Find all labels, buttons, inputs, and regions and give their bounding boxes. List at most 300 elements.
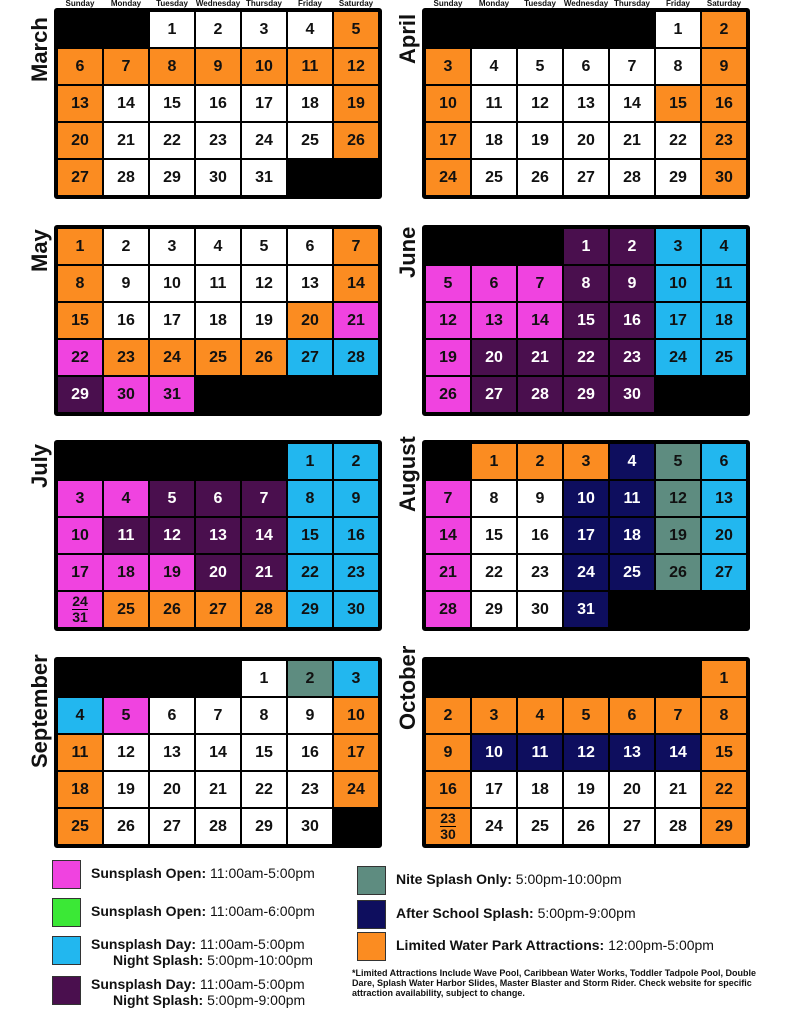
day-cell: 24 [241, 122, 287, 159]
day-cell: 21 [655, 771, 701, 808]
day-cell: 11 [609, 480, 655, 517]
day-cell: 27 [609, 808, 655, 845]
day-cell: 20 [471, 339, 517, 376]
day-cell: 3 [241, 11, 287, 48]
day-cell: 31 [563, 591, 609, 628]
day-cell: 16 [195, 85, 241, 122]
day-cell: 19 [333, 85, 379, 122]
day-cell: 29 [287, 591, 333, 628]
day-cell: 20 [57, 122, 103, 159]
day-names-march [57, 0, 379, 8]
day-cell: 2 [701, 11, 747, 48]
day-cell: 7 [425, 480, 471, 517]
day-cell: 6 [195, 480, 241, 517]
day-cell: 30 [701, 159, 747, 196]
day-cell: 15 [149, 85, 195, 122]
legend-label: Sunsplash Day: 11:00am-5:00pm Night Splash: 5:00pm-10:00pm [91, 936, 313, 968]
day-cell: 8 [701, 697, 747, 734]
legend-label: After School Splash: 5:00pm-9:00pm [396, 905, 636, 921]
day-cell: 24 [471, 808, 517, 845]
legend-swatch [52, 860, 81, 889]
legend-swatch [357, 900, 386, 929]
day-names-april [425, 0, 747, 8]
day-cell: 29 [241, 808, 287, 845]
day-cell: 25 [287, 122, 333, 159]
empty-cell [563, 660, 609, 697]
day-number: 23 [440, 810, 456, 826]
day-cell: 21 [195, 771, 241, 808]
day-cell: 7 [655, 697, 701, 734]
day-cell: 12 [149, 517, 195, 554]
day-cell: 14 [517, 302, 563, 339]
day-cell: 4 [57, 697, 103, 734]
empty-cell [609, 660, 655, 697]
day-cell: 12 [563, 734, 609, 771]
day-cell: 17 [333, 734, 379, 771]
day-cell: 11 [103, 517, 149, 554]
day-cell: 6 [149, 697, 195, 734]
calendar-grid-april [422, 8, 750, 199]
day-cell: 10 [333, 697, 379, 734]
legend-item [52, 860, 315, 889]
day-cell: 14 [609, 85, 655, 122]
day-cell: 25 [701, 339, 747, 376]
day-cell: 6 [57, 48, 103, 85]
empty-cell [655, 660, 701, 697]
empty-cell [287, 376, 333, 413]
day-cell: 17 [57, 554, 103, 591]
day-cell: 16 [333, 517, 379, 554]
day-cell: 15 [655, 85, 701, 122]
day-cell: 7 [241, 480, 287, 517]
legend-label: Sunsplash Day: 11:00am-5:00pm Night Splash: 5:00pm-9:00pm [91, 976, 306, 1008]
day-name: Tuesday [524, 0, 556, 8]
day-cell: 27 [195, 591, 241, 628]
day-cell: 14 [103, 85, 149, 122]
day-cell: 2 [333, 443, 379, 480]
day-cell: 19 [655, 517, 701, 554]
empty-cell [563, 11, 609, 48]
day-cell: 1 [57, 228, 103, 265]
day-cell: 6 [609, 697, 655, 734]
day-cell: 14 [425, 517, 471, 554]
day-cell: 26 [425, 376, 471, 413]
legend-label: Limited Water Park Attractions: 12:00pm-5:00pm [396, 937, 714, 953]
day-cell: 27 [701, 554, 747, 591]
day-cell: 7 [609, 48, 655, 85]
day-cell: 9 [609, 265, 655, 302]
day-cell: 15 [471, 517, 517, 554]
day-cell: 22 [241, 771, 287, 808]
day-cell: 13 [701, 480, 747, 517]
legend-item [357, 900, 636, 929]
day-cell: 23 [103, 339, 149, 376]
day-cell: 23 [517, 554, 563, 591]
day-cell: 20 [195, 554, 241, 591]
day-cell: 1 [655, 11, 701, 48]
day-cell: 2 [287, 660, 333, 697]
day-cell: 2 [103, 228, 149, 265]
day-cell: 26 [333, 122, 379, 159]
day-cell: 12 [425, 302, 471, 339]
day-cell: 21 [609, 122, 655, 159]
day-cell: 1 [701, 660, 747, 697]
legend-item [52, 976, 305, 1008]
day-cell: 7 [517, 265, 563, 302]
day-cell: 8 [241, 697, 287, 734]
day-cell: 5 [103, 697, 149, 734]
day-cell: 29 [655, 159, 701, 196]
day-cell: 26 [563, 808, 609, 845]
empty-cell [609, 591, 655, 628]
day-cell: 11 [701, 265, 747, 302]
day-cell: 22 [57, 339, 103, 376]
day-cell: 16 [103, 302, 149, 339]
day-cell: 22 [655, 122, 701, 159]
day-cell: 27 [563, 159, 609, 196]
day-cell: 4 [103, 480, 149, 517]
legend-label: Nite Splash Only: 5:00pm-10:00pm [396, 871, 622, 887]
day-cell: 22 [471, 554, 517, 591]
day-cell: 28 [425, 591, 471, 628]
empty-cell [471, 11, 517, 48]
day-cell: 10 [655, 265, 701, 302]
day-name: Tuesday [156, 0, 188, 8]
day-cell: 16 [425, 771, 471, 808]
day-cell: 28 [241, 591, 287, 628]
empty-cell [57, 11, 103, 48]
empty-cell [333, 159, 379, 196]
day-cell: 5 [241, 228, 287, 265]
empty-cell [241, 443, 287, 480]
day-cell: 25 [609, 554, 655, 591]
day-cell: 9 [425, 734, 471, 771]
day-cell: 29 [149, 159, 195, 196]
empty-cell [701, 376, 747, 413]
day-cell: 30 [609, 376, 655, 413]
legend-item [52, 898, 315, 927]
day-cell: 13 [563, 85, 609, 122]
day-cell: 19 [517, 122, 563, 159]
day-cell: 13 [195, 517, 241, 554]
day-cell: 9 [195, 48, 241, 85]
day-cell: 11 [287, 48, 333, 85]
empty-cell [287, 159, 333, 196]
day-cell: 10 [241, 48, 287, 85]
day-cell: 22 [563, 339, 609, 376]
empty-cell [655, 376, 701, 413]
day-cell: 9 [287, 697, 333, 734]
day-name: Sunday [433, 0, 463, 8]
day-cell: 3 [655, 228, 701, 265]
day-cell [425, 808, 471, 845]
day-cell: 27 [149, 808, 195, 845]
day-cell: 23 [609, 339, 655, 376]
day-cell: 21 [333, 302, 379, 339]
day-cell: 5 [517, 48, 563, 85]
month-name-june: June [395, 226, 420, 278]
legend-item [52, 936, 313, 968]
empty-cell [57, 443, 103, 480]
day-cell: 31 [149, 376, 195, 413]
day-cell: 18 [287, 85, 333, 122]
empty-cell [517, 228, 563, 265]
day-cell: 18 [471, 122, 517, 159]
calendar-grid-march [54, 8, 382, 199]
day-name: Monday [110, 0, 142, 8]
day-cell: 27 [471, 376, 517, 413]
day-name: Wednesday [563, 0, 609, 8]
day-cell: 17 [655, 302, 701, 339]
day-cell: 25 [517, 808, 563, 845]
day-cell: 3 [57, 480, 103, 517]
calendar-grid-september [54, 657, 382, 848]
empty-cell [195, 376, 241, 413]
day-cell: 18 [517, 771, 563, 808]
day-cell: 11 [57, 734, 103, 771]
day-cell: 19 [563, 771, 609, 808]
empty-cell [149, 443, 195, 480]
day-cell: 24 [149, 339, 195, 376]
day-cell: 14 [333, 265, 379, 302]
empty-cell [333, 808, 379, 845]
month-name-august: August [395, 436, 420, 512]
day-cell: 17 [563, 517, 609, 554]
day-cell: 15 [287, 517, 333, 554]
day-cell: 11 [195, 265, 241, 302]
day-cell: 22 [701, 771, 747, 808]
day-cell: 24 [425, 159, 471, 196]
day-cell: 20 [701, 517, 747, 554]
day-cell: 28 [609, 159, 655, 196]
day-cell: 1 [563, 228, 609, 265]
footnote: *Limited Attractions Include Wave Pool, Caribbean Water Works, Toddler Tadpole Pool, Double Dare, Splash Water Harbor Slides, Master Blaster and Storm Rider. Check website for specific attraction availability, subject to change. [352, 968, 757, 998]
day-cell: 23 [333, 554, 379, 591]
empty-cell [517, 11, 563, 48]
day-cell: 3 [471, 697, 517, 734]
day-name: Saturday [338, 0, 374, 8]
day-name: Sunday [65, 0, 95, 8]
legend-label: Sunsplash Open: 11:00am-5:00pm [91, 865, 315, 881]
day-cell: 6 [471, 265, 517, 302]
day-cell: 1 [241, 660, 287, 697]
empty-cell [57, 660, 103, 697]
day-cell: 4 [195, 228, 241, 265]
day-cell: 29 [471, 591, 517, 628]
day-cell: 12 [241, 265, 287, 302]
day-cell: 18 [57, 771, 103, 808]
day-cell: 2 [195, 11, 241, 48]
legend-swatch [52, 898, 81, 927]
empty-cell [103, 660, 149, 697]
day-cell: 3 [333, 660, 379, 697]
day-cell: 3 [149, 228, 195, 265]
day-cell: 20 [609, 771, 655, 808]
day-cell: 19 [103, 771, 149, 808]
day-cell: 7 [103, 48, 149, 85]
day-cell: 8 [563, 265, 609, 302]
legend-swatch [357, 866, 386, 895]
day-cell: 30 [195, 159, 241, 196]
day-cell: 13 [609, 734, 655, 771]
day-cell: 17 [149, 302, 195, 339]
day-cell: 14 [241, 517, 287, 554]
day-cell: 13 [287, 265, 333, 302]
day-cell: 9 [103, 265, 149, 302]
day-cell: 26 [655, 554, 701, 591]
day-cell: 15 [241, 734, 287, 771]
day-cell: 25 [57, 808, 103, 845]
day-cell: 12 [517, 85, 563, 122]
day-cell: 10 [149, 265, 195, 302]
day-cell: 12 [333, 48, 379, 85]
month-name-october: October [395, 645, 420, 730]
day-cell: 13 [471, 302, 517, 339]
day-cell: 19 [241, 302, 287, 339]
day-cell: 20 [563, 122, 609, 159]
empty-cell [701, 591, 747, 628]
day-name: Friday [297, 0, 322, 8]
day-cell: 28 [655, 808, 701, 845]
day-cell: 10 [57, 517, 103, 554]
day-cell: 2 [425, 697, 471, 734]
day-cell: 1 [471, 443, 517, 480]
day-cell: 25 [103, 591, 149, 628]
day-cell: 13 [57, 85, 103, 122]
day-cell: 28 [103, 159, 149, 196]
day-cell: 14 [195, 734, 241, 771]
empty-cell [425, 660, 471, 697]
calendar-grid-october [422, 657, 750, 848]
day-cell: 6 [287, 228, 333, 265]
day-number: 30 [440, 826, 456, 842]
month-name-march: March [27, 17, 52, 82]
day-cell: 3 [425, 48, 471, 85]
day-cell: 18 [701, 302, 747, 339]
day-name: Saturday [706, 0, 742, 8]
day-cell: 19 [425, 339, 471, 376]
day-cell: 19 [149, 554, 195, 591]
day-cell: 30 [287, 808, 333, 845]
month-name-july: July [27, 443, 52, 488]
day-cell: 11 [471, 85, 517, 122]
day-name: Thursday [613, 0, 650, 8]
day-cell: 18 [609, 517, 655, 554]
day-cell: 31 [241, 159, 287, 196]
day-cell: 29 [563, 376, 609, 413]
empty-cell [517, 660, 563, 697]
day-cell: 4 [609, 443, 655, 480]
day-cell: 26 [517, 159, 563, 196]
day-cell: 22 [149, 122, 195, 159]
day-cell: 30 [517, 591, 563, 628]
day-cell: 27 [287, 339, 333, 376]
empty-cell [425, 228, 471, 265]
empty-cell [609, 11, 655, 48]
legend-item [357, 866, 622, 895]
day-cell: 5 [655, 443, 701, 480]
day-cell: 26 [103, 808, 149, 845]
empty-cell [333, 376, 379, 413]
legend-swatch [52, 936, 81, 965]
day-cell: 17 [425, 122, 471, 159]
empty-cell [241, 376, 287, 413]
day-cell: 6 [563, 48, 609, 85]
day-cell: 28 [333, 339, 379, 376]
day-cell [57, 591, 103, 628]
day-cell: 10 [471, 734, 517, 771]
day-cell: 21 [425, 554, 471, 591]
day-cell: 13 [149, 734, 195, 771]
empty-cell [425, 11, 471, 48]
day-cell: 7 [195, 697, 241, 734]
day-cell: 17 [471, 771, 517, 808]
day-cell: 27 [57, 159, 103, 196]
month-name-may: May [27, 229, 52, 272]
day-cell: 4 [701, 228, 747, 265]
day-cell: 30 [333, 591, 379, 628]
day-name: Wednesday [195, 0, 241, 8]
day-number: 24 [72, 593, 88, 609]
empty-cell [471, 228, 517, 265]
legend-swatch [357, 932, 386, 961]
day-cell: 18 [103, 554, 149, 591]
empty-cell [195, 660, 241, 697]
empty-cell [655, 591, 701, 628]
day-cell: 4 [517, 697, 563, 734]
day-cell: 3 [563, 443, 609, 480]
day-cell: 24 [563, 554, 609, 591]
day-cell: 14 [655, 734, 701, 771]
day-cell: 6 [701, 443, 747, 480]
day-cell: 10 [563, 480, 609, 517]
empty-cell [195, 443, 241, 480]
day-cell: 5 [425, 265, 471, 302]
day-cell: 16 [701, 85, 747, 122]
day-cell: 20 [149, 771, 195, 808]
day-cell: 25 [195, 339, 241, 376]
day-cell: 4 [287, 11, 333, 48]
day-cell: 5 [149, 480, 195, 517]
day-cell: 15 [701, 734, 747, 771]
day-cell: 16 [287, 734, 333, 771]
day-cell: 21 [517, 339, 563, 376]
day-cell: 8 [57, 265, 103, 302]
calendar-grid-july [54, 440, 382, 631]
day-cell: 26 [241, 339, 287, 376]
legend-item [357, 932, 714, 961]
day-cell: 21 [241, 554, 287, 591]
day-cell: 8 [287, 480, 333, 517]
month-name-april: April [395, 13, 420, 64]
day-cell: 23 [701, 122, 747, 159]
legend-swatch [52, 976, 81, 1005]
day-cell: 22 [287, 554, 333, 591]
empty-cell [425, 443, 471, 480]
day-cell: 23 [287, 771, 333, 808]
day-name: Thursday [245, 0, 282, 8]
empty-cell [103, 443, 149, 480]
day-number: 31 [72, 609, 88, 625]
calendar-grid-august [422, 440, 750, 631]
day-cell: 2 [517, 443, 563, 480]
day-cell: 24 [333, 771, 379, 808]
day-cell: 16 [609, 302, 655, 339]
day-cell: 16 [517, 517, 563, 554]
day-cell: 23 [195, 122, 241, 159]
day-cell: 15 [57, 302, 103, 339]
month-name-september: September [27, 654, 52, 768]
